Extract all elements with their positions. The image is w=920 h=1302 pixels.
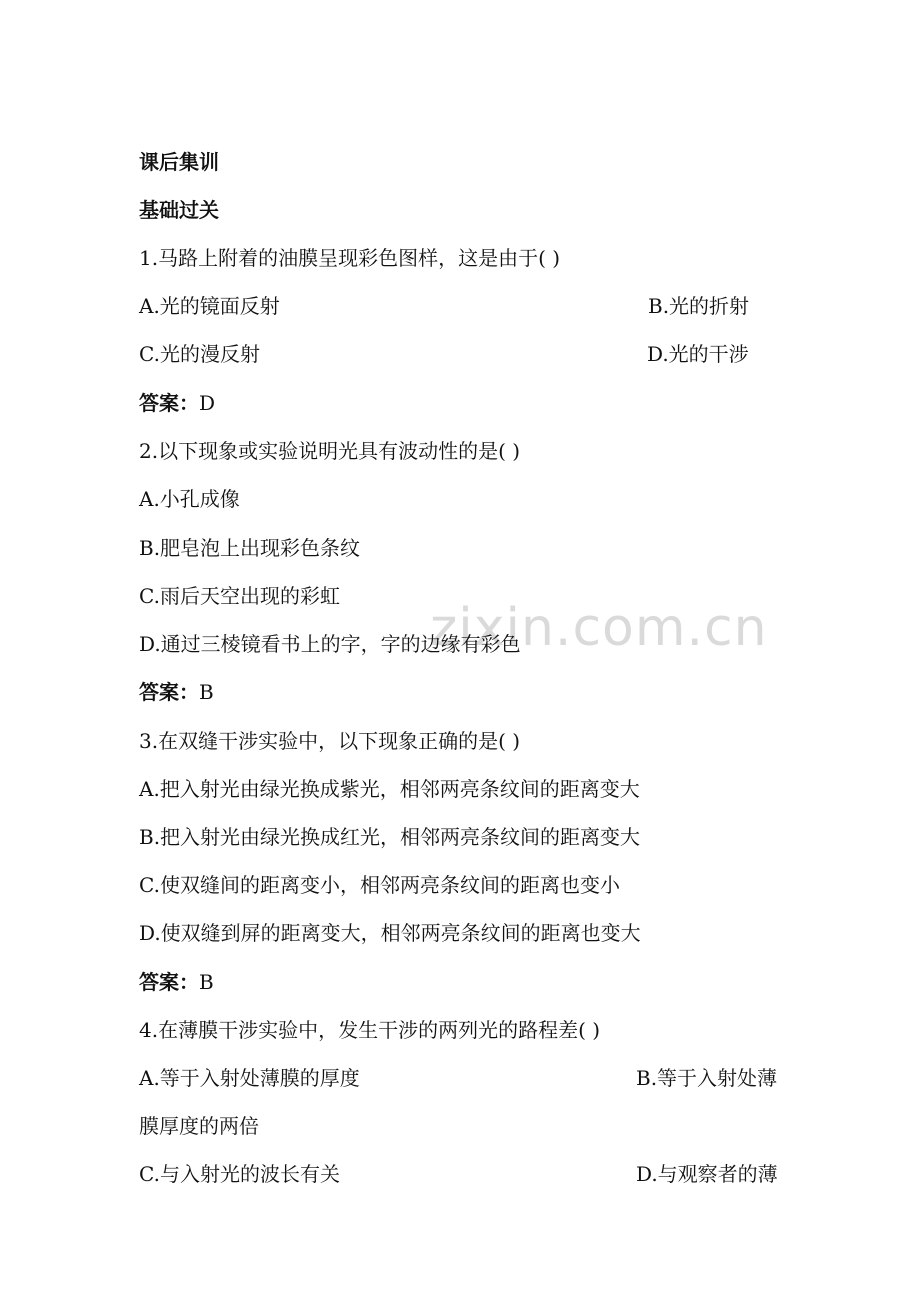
question-4-option-d: D.与观察者的薄 <box>636 1162 778 1186</box>
question-2-answer <box>139 679 214 705</box>
question-3-option-d: D.使双缝到屏的距离变大，相邻两亮条纹间的距离也变大 <box>139 921 641 945</box>
question-4-option-b-continued: 膜厚度的两倍 <box>139 1114 259 1138</box>
answer-value: D <box>199 391 216 415</box>
answer-label: 答案： <box>139 680 199 704</box>
question-2-option-c: C.雨后天空出现的彩虹 <box>139 584 340 608</box>
question-3-option-a: A.把入射光由绿光换成紫光，相邻两亮条纹间的距离变大 <box>139 777 640 801</box>
question-2-option-a: A.小孔成像 <box>139 487 240 511</box>
answer-value: B <box>199 970 214 994</box>
subsection-title: 基础过关 <box>139 198 219 222</box>
question-4-option-c: C.与入射光的波长有关 <box>139 1162 340 1186</box>
answer-value: B <box>199 680 214 704</box>
watermark: zixin.com.cn <box>430 598 768 658</box>
section-title: 课后集训 <box>139 150 219 174</box>
question-1-stem: 1.马路上附着的油膜呈现彩色图样，这是由于( ) <box>139 246 561 270</box>
question-3-answer <box>139 969 214 995</box>
question-1-answer <box>139 390 215 416</box>
question-4-option-a: A.等于入射处薄膜的厚度 <box>139 1066 360 1090</box>
question-1-option-b: B.光的折射 <box>648 294 750 318</box>
question-2-option-b: B.肥皂泡上出现彩色条纹 <box>139 536 361 560</box>
answer-label: 答案： <box>139 970 199 994</box>
question-3-option-c: C.使双缝间的距离变小，相邻两亮条纹间的距离也变小 <box>139 873 620 897</box>
question-2-option-d: D.通过三棱镜看书上的字，字的边缘有彩色 <box>139 632 521 656</box>
question-1-option-a: A.光的镜面反射 <box>139 294 280 318</box>
question-1-option-c: C.光的漫反射 <box>139 342 260 366</box>
question-3-stem: 3.在双缝干涉实验中，以下现象正确的是( ) <box>139 729 521 753</box>
question-4-option-b: B.等于入射处薄 <box>636 1066 778 1090</box>
question-1-option-d: D.光的干涉 <box>647 342 749 366</box>
question-4-stem: 4.在薄膜干涉实验中，发生干涉的两列光的路程差( ) <box>139 1018 601 1042</box>
question-2-stem: 2.以下现象或实验说明光具有波动性的是( ) <box>139 439 521 463</box>
question-3-option-b: B.把入射光由绿光换成红光，相邻两亮条纹间的距离变大 <box>139 825 641 849</box>
answer-label: 答案： <box>139 391 199 415</box>
